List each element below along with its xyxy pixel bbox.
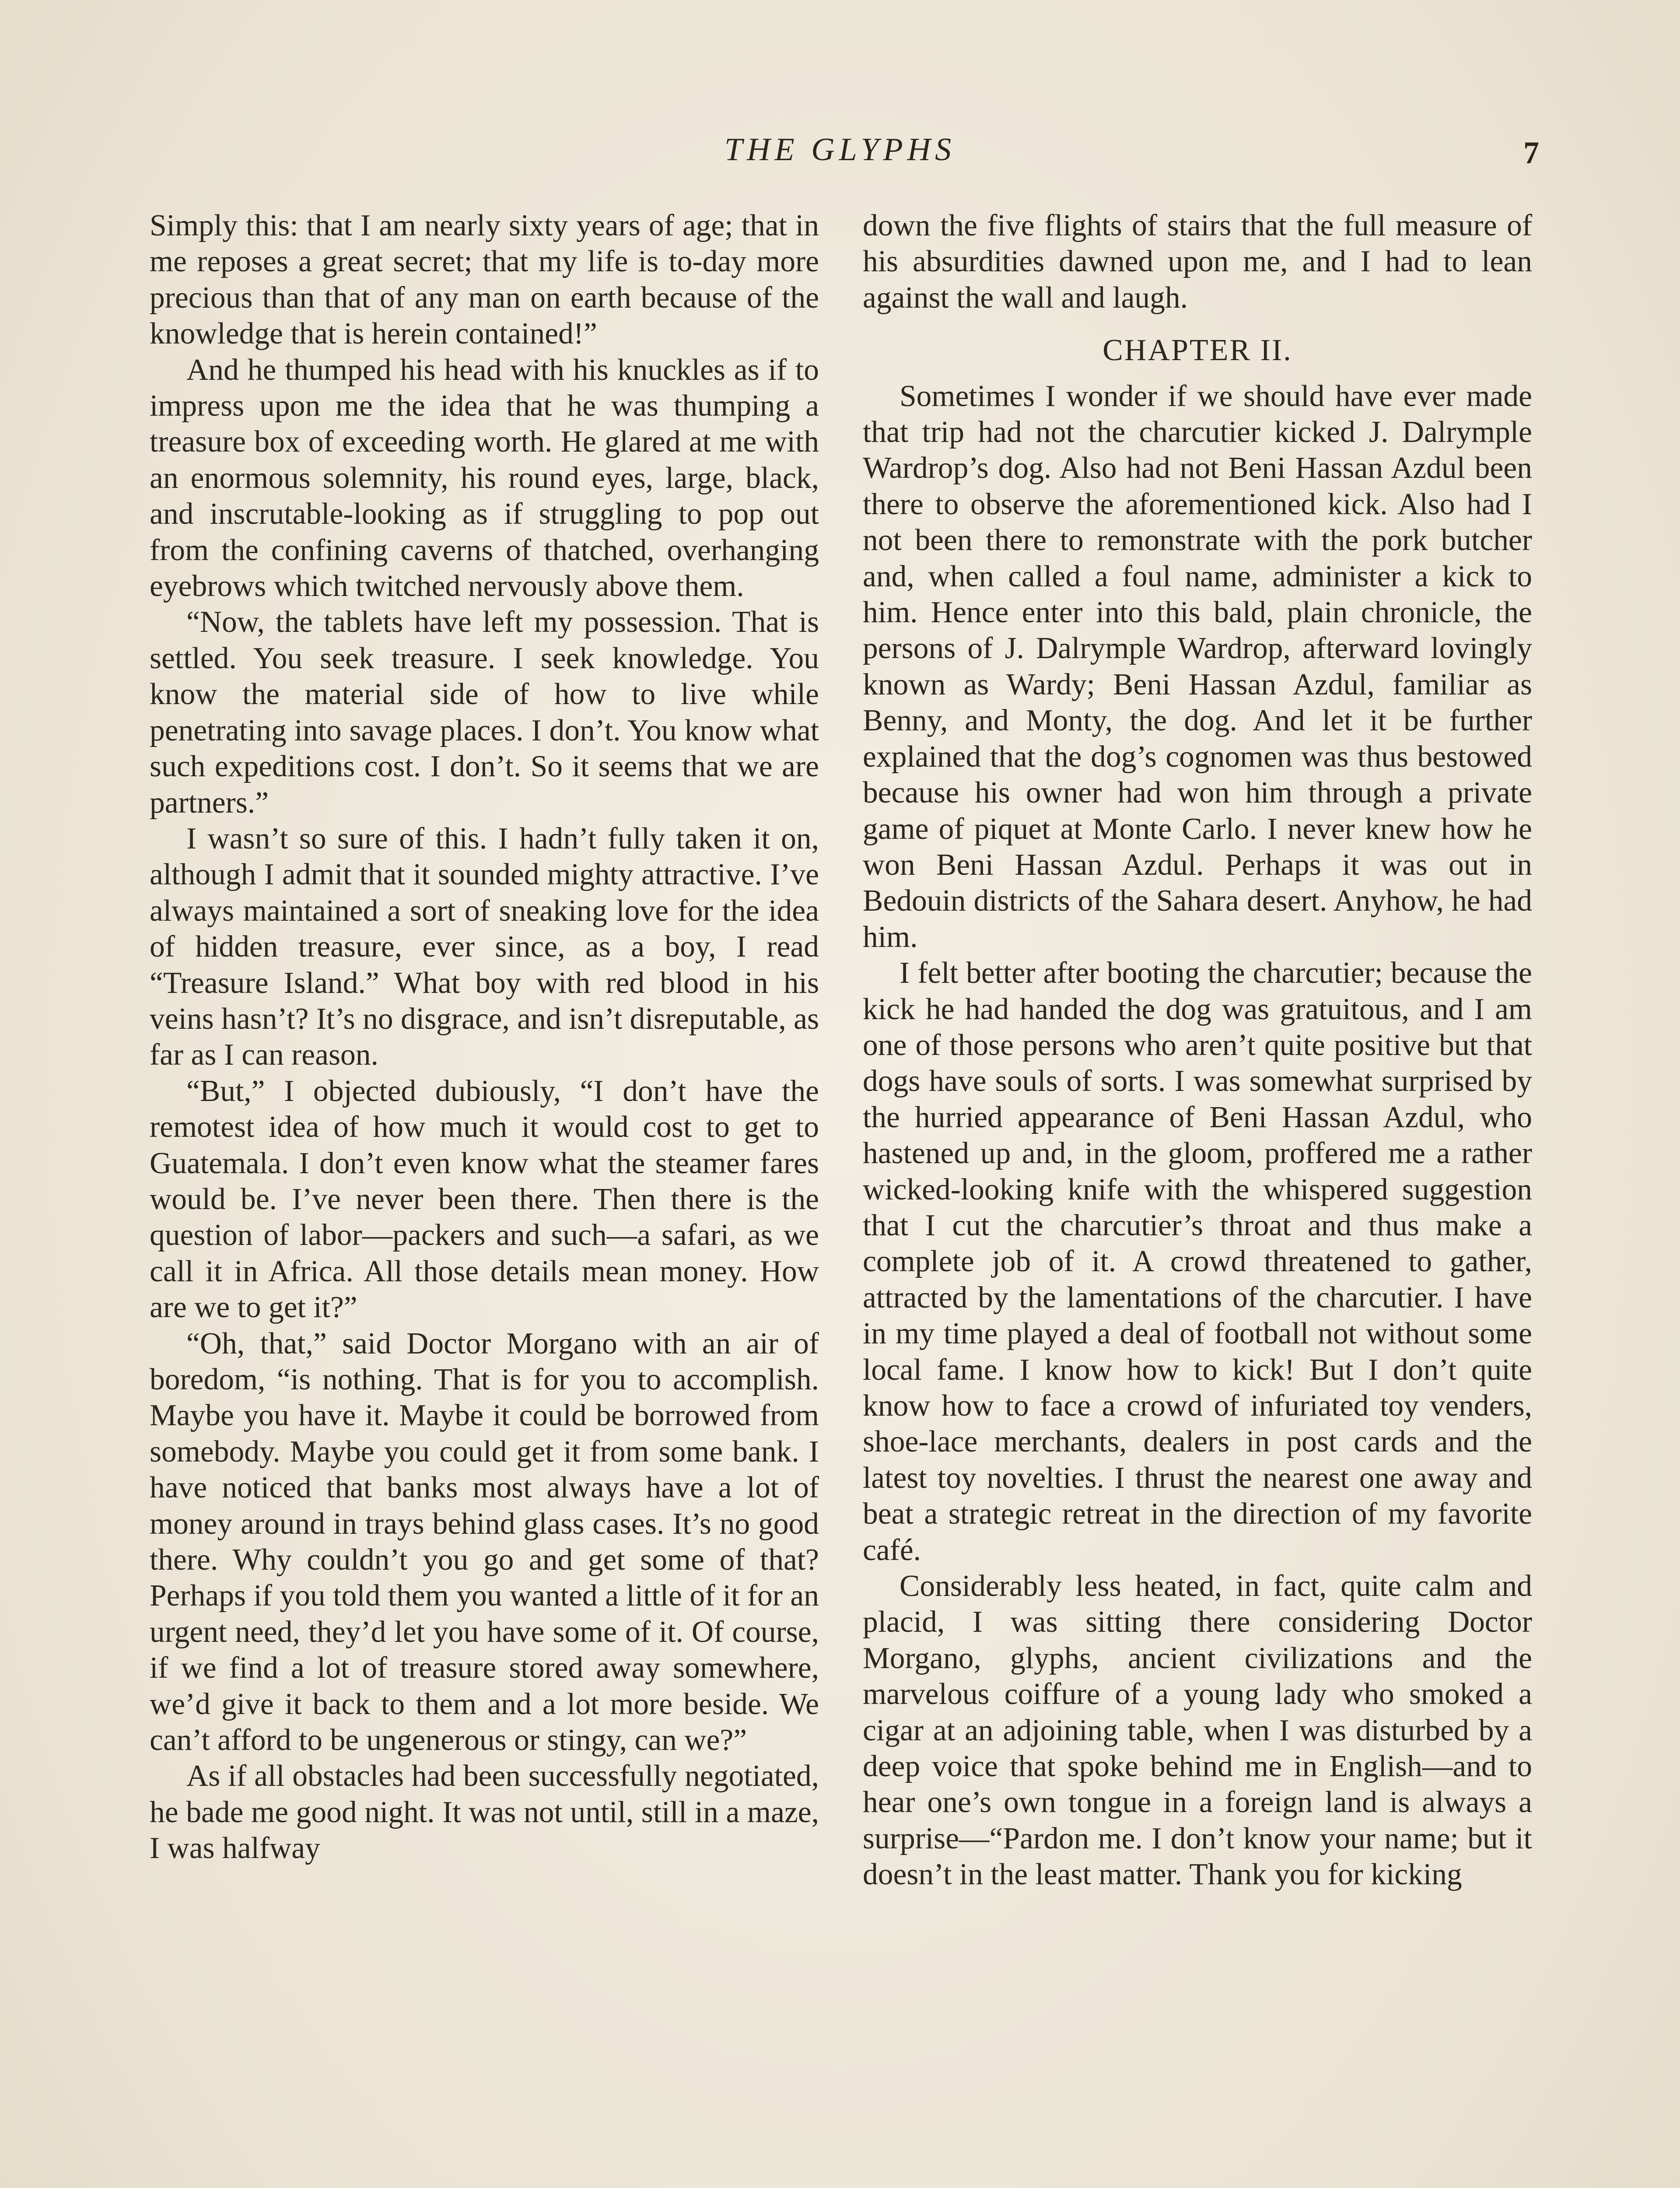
paragraph: Simply this: that I am nearly sixty years of age; that in me reposes a great secret; that my life is to-day more precious than that of any man on earth because of the knowledge that is herein contained!”	[150, 209, 819, 351]
page-number: 7	[1523, 135, 1539, 170]
paragraph: As if all obstacles had been successfully negotiated, he bade me good night. It was not until, still in a maze, I was halfway	[150, 1759, 819, 1865]
paragraph: I felt better after booting the charcutier; because the kick he had handed the dog was gratuitous, and I am one of those persons who aren’t quite positive but that dogs have souls of sorts. I was somewhat surprised by the hurried appearance of Beni Hassan Azdul, who hastened up and, in the gloom, proffered me a rather wicked-looking knife with the whispered suggestion that I cut the charcutier’s throat and thus make a complete job of it. A crowd threatened to gather, attracted by the lamentations of the charcutier. I have in my time played a deal of football not without some local fame. I know how to kick! But I don’t quite know how to face a crowd of infuriated toy venders, shoe-lace merchants, dealers in post cards and the latest toy novelties. I thrust the nearest one away and beat a strategic retreat in the direction of my favorite café.	[863, 956, 1532, 1567]
paragraph: “But,” I objected dubiously, “I don’t have the remotest idea of how much it would cost to get to Guatemala. I don’t even know what the steamer fares would be. I’ve never been there. Then there is the question of labor—packers and such—a safari, as we call it in Africa. All those details mean money. How are we to get it?”	[150, 1074, 819, 1325]
left-column	[150, 208, 819, 1867]
chapter-heading: CHAPTER II.	[1102, 333, 1292, 368]
paragraph: Considerably less heated, in fact, quite calm and placid, I was sitting there considering Doctor Morgano, glyphs, ancient civilizations and the marvelous coiffure of a young lady who smoked a cigar at an adjoining table, when I was disturbed by a deep voice that spoke behind me in English—and to hear one’s own tongue in a foreign land is always a surprise—“Pardon me. I don’t know your name; but it doesn’t in the least matter. Thank you for kicking	[863, 1569, 1532, 1892]
paragraph: down the five flights of stairs that the full measure of his absurdities dawned upon me, and I had to lean against the wall and laugh.	[863, 209, 1532, 315]
paragraph: And he thumped his head with his knuckles as if to impress upon me the idea that he was thumping a treasure box of exceeding worth. He glared at me with an enormous solemnity, his round eyes, large, black, and inscrutable-looking as if struggling to pop out from the confining caverns of thatched, overhanging eyebrows which twitched nervously above them.	[150, 353, 819, 603]
running-title: THE GLYPHS	[724, 132, 956, 168]
paragraph: “Now, the tablets have left my possession. That is settled. You seek treasure. I seek knowledge. You know the material side of how to live while penetrating into savage places. I don’t. You know what such expeditions cost. I don’t. So it seems that we are partners.”	[150, 605, 819, 820]
paragraph: “Oh, that,” said Doctor Morgano with an air of boredom, “is nothing. That is for you to accomplish. Maybe you have it. Maybe it could be borrowed from somebody. Maybe you could get it from some bank. I have noticed that banks most always have a lot of money around in trays behind glass cases. It’s no good there. Why couldn’t you go and get some of that? Perhaps if you told them you wanted a little of it for an urgent need, they’d let you have some of it. Of course, if we find a lot of treasure stored away somewhere, we’d give it back to them and a lot more beside. We can’t afford to be ungenerous or stingy, can we?”	[150, 1326, 819, 1757]
right-column	[863, 208, 1532, 1893]
paragraph: Sometimes I wonder if we should have ever made that trip had not the charcutier kicked J. Dalrymple Wardrop’s dog. Also had not Beni Hassan Azdul been there to observe the aforementioned kick. Also had I not been there to remonstrate with the pork butcher and, when called a foul name, administer a kick to him. Hence enter into this bald, plain chronicle, the persons of J. Dalrymple Wardrop, afterward lovingly known as Wardy; Beni Hassan Azdul, familiar as Benny, and Monty, the dog. And let it be further explained that the dog’s cognomen was thus bestowed because his owner had won him through a private game of piquet at Monte Carlo. I never knew how he won Beni Hassan Azdul. Perhaps it was out in Bedouin districts of the Sahara desert. Anyhow, he had him.	[863, 379, 1532, 954]
paragraph: I wasn’t so sure of this. I hadn’t fully taken it on, although I admit that it sounded mighty attractive. I’ve always maintained a sort of sneaking love for the idea of hidden treasure, ever since, as a boy, I read “Treasure Island.” What boy with red blood in his veins hasn’t? It’s no disgrace, and isn’t disreputable, as far as I can reason.	[150, 821, 819, 1072]
